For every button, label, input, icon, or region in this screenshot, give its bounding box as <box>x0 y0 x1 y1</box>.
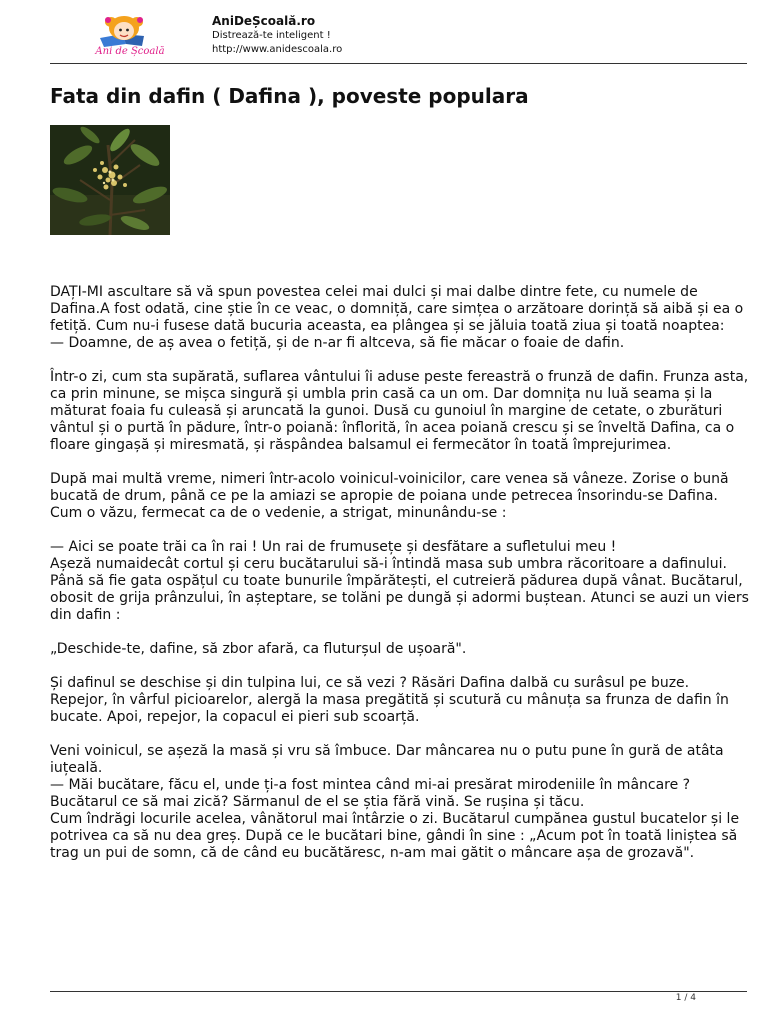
site-tagline: Distrează-te inteligent ! <box>212 30 331 41</box>
site-info <box>212 14 342 57</box>
story-paragraph: Într-o zi, cum sta supărată, suflarea vântului îi aduse peste fereastră o frunză de dafin. Frunza asta, ca prin minune, se mișca singură și umbla prin casă ca un om. Dar domnița nu luă seama și la măturat foaia fu culeasă și aruncată la gunoi. Dusă cu gunoiul în margine de cetate, o zburături vântul și o purtă în pădure, într-o poiană: înflorită, în acea poiană crescu și se înveltă Dafina, ca o floare gingașă și miresmată, și răspândea balsamul ei fermecător în toată împrejurimea. <box>50 369 749 453</box>
story-paragraph: — Aici se poate trăi ca în rai ! Un rai de frumusețe și desfătare a sufletului meu ! Așeză numaidecât cortul și ceru bucătarului să-i întindă masa sub umbra răcoritoare a dafinului. Până să fie gata ospățul cu toate bunurile împărătești, el cutreieră pădurea după vânat. Bucătarul, obosit de grija prânzului, în așteptare, se tolăni pe dungă și adormi buștean. Atunci se auzi un viers din dafin : <box>50 539 749 623</box>
story-paragraph: Și dafinul se deschise și din tulpina lui, ce să vezi ? Răsări Dafina dalbă cu surâsul pe buze. Repejor, în vârful picioarelor, alergă la masa pregătită și scutură cu mânuța sa frunza de dafin în bucate. Apoi, repejor, la copacul ei pieri sub scoarță. <box>50 675 729 725</box>
story-paragraph: După mai multă vreme, nimeri într-acolo voinicul-voinicilor, care venea să vâneze. Zorise o bună bucată de drum, până ce pe la amiazi se apropie de poiana unde petrecea însorindu-se Dafina. Cum o văzu, fermecat ca de o vedenie, a strigat, minunându-se : <box>50 471 729 521</box>
page-number: 1 / 4 <box>675 993 696 1003</box>
story-paragraph: Veni voinicul, se așeză la masă și vru să îmbuce. Dar mâncarea nu o putu pune în gură de atâta iuțeală. — Măi bucătare, făcu el, unde ți-a fost mintea când mi-ai presărat mirodeniile în mâncare ? Bucătarul ce să mai zică? Sărmanul de el se știa fără vină. Se rușina și tăcu. Cum îndrăgi locurile acelea, vânătorul mai întârzie o zi. Bucătarul cumpănea gustul bucatelor și le potrivea ca să nu dea greș. După ce le bucătari bine, gândi în sine : „Acum pot în toată liniștea să trag un pui de somn, că de când eu bucătăresc, n-am mai gătit o mâncare așa de grozavă". <box>50 743 740 861</box>
story-text <box>50 284 750 879</box>
footer-divider <box>50 991 747 992</box>
site-name: AniDeȘcoală.ro <box>212 14 316 28</box>
laurel-branch-photo <box>50 125 170 235</box>
site-header <box>50 10 747 64</box>
header-divider <box>50 63 747 64</box>
page-title: Fata din dafin ( Dafina ), poveste populara <box>50 84 529 108</box>
site-url-link[interactable]: http://www.anidescoala.ro <box>212 44 343 55</box>
site-logo[interactable] <box>86 14 166 64</box>
story-paragraph: „Deschide-te, dafine, să zbor afară, ca fluturșul de ușoară". <box>50 641 467 657</box>
logo-text: Ani de Școală <box>95 46 165 57</box>
mascot-girl-logo-icon <box>86 14 166 48</box>
laurel-photo-icon <box>50 125 170 235</box>
story-paragraph: DAȚI-MI ascultare să vă spun povestea celei mai dulci și mai dalbe dintre fete, cu numele de Dafina.A fost odată, cine știe în ce veac, o domniță, care simțea o arzătoare dorință să aibă și ea o fetiță. Cum nu-i fusese dată bucuria aceasta, ea plângea și se jăluia toată ziua și toată noaptea: — Doamne, de aș avea o fetiță, și de n-ar fi altceva, să fie măcar o foaie de dafin. <box>50 284 744 351</box>
